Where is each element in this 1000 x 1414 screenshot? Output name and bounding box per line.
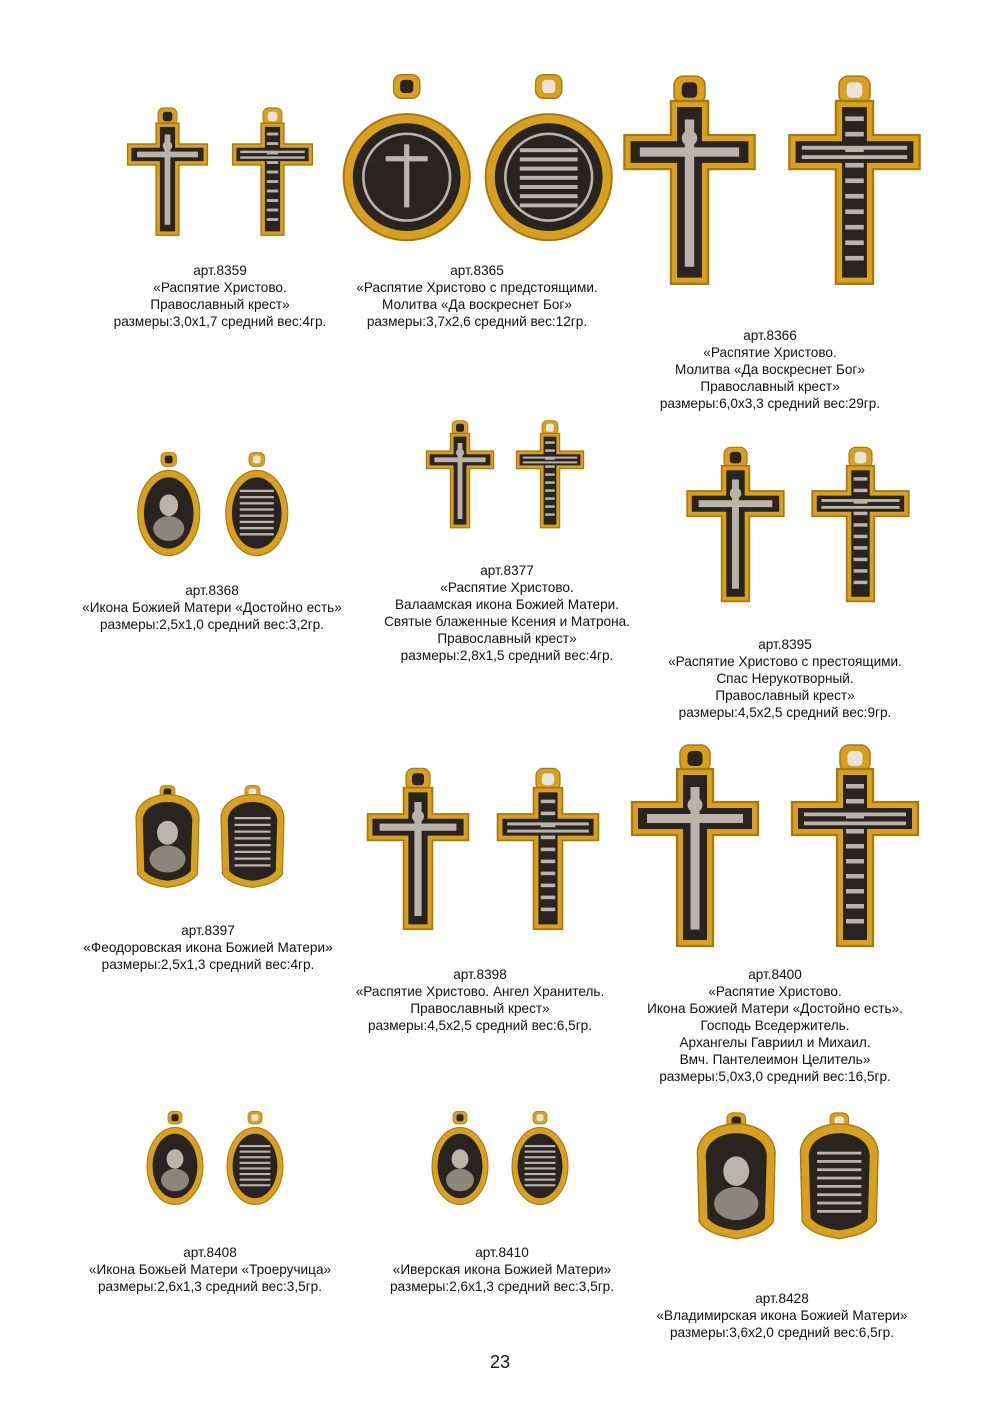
description-line: Православный крест» bbox=[700, 379, 840, 394]
pendant-shield-back bbox=[215, 784, 290, 889]
pendant-oval-front bbox=[425, 1110, 495, 1208]
article-number: арт.8397 bbox=[181, 923, 235, 938]
description-line: Икона Божией Матери «Достойно есть». bbox=[647, 1001, 903, 1016]
page-number: 23 bbox=[489, 1352, 511, 1372]
description-line: Спас Нерукотворный. bbox=[716, 671, 854, 686]
item-8366-caption bbox=[620, 327, 920, 412]
article-number: арт.8408 bbox=[183, 1245, 237, 1260]
article-number: арт.8368 bbox=[185, 583, 239, 598]
item-8408-caption bbox=[60, 1244, 360, 1295]
item-8368-caption bbox=[62, 582, 362, 633]
item-8359-caption bbox=[70, 262, 370, 330]
item-8398-images bbox=[358, 740, 608, 960]
pendant-cross-front bbox=[120, 106, 215, 239]
article-number: арт.8400 bbox=[748, 967, 802, 982]
article-number: арт.8365 bbox=[450, 263, 504, 278]
description-line: Вмч. Пантелеимон Целитель» bbox=[679, 1052, 871, 1067]
size-weight: размеры:3,7х2,6 средний вес:12гр. bbox=[366, 314, 588, 329]
description-line: Архангелы Гавриил и Михаил. bbox=[679, 1035, 871, 1050]
pendant-round-front bbox=[341, 72, 472, 256]
pendant-cross-front bbox=[358, 766, 478, 934]
pendant-shield-back bbox=[793, 1111, 886, 1241]
pendant-cross-back bbox=[780, 742, 930, 952]
size-weight: размеры:2,6х1,3 средний вес:3,5гр. bbox=[98, 1279, 322, 1294]
size-weight: размеры:4,5х2,5 средний вес:6,5гр. bbox=[368, 1018, 592, 1033]
size-weight: размеры:2,5х1,3 средний вес:4гр. bbox=[101, 957, 315, 972]
article-number: арт.8428 bbox=[755, 1291, 809, 1306]
item-8410-caption bbox=[352, 1244, 652, 1295]
item-8377-images bbox=[420, 400, 590, 550]
article-number: арт.8359 bbox=[193, 263, 247, 278]
description-line: «Распятие Христово. bbox=[440, 580, 574, 595]
article-number: арт.8366 bbox=[743, 328, 797, 343]
size-weight: размеры:2,8х1,5 средний вес:4гр. bbox=[400, 648, 614, 663]
description-line: Валаамская икона Божией Матери. bbox=[394, 597, 620, 612]
description-line: «Феодоровская икона Божией Матери» bbox=[83, 940, 333, 955]
pendant-cross-front bbox=[678, 445, 793, 606]
item-8359-images bbox=[120, 88, 320, 256]
pendant-oval-back bbox=[220, 1110, 290, 1208]
item-8365-images bbox=[340, 72, 615, 256]
pendant-shield-front bbox=[690, 1111, 783, 1241]
size-weight: размеры:2,5х1,0 средний вес:3,2гр. bbox=[100, 617, 324, 632]
description-line: «Распятие Христово. Ангел Хранитель. bbox=[355, 984, 605, 999]
description-line: Православный крест» bbox=[437, 631, 577, 646]
item-8400-caption bbox=[625, 966, 925, 1085]
pendant-shield-front bbox=[130, 784, 205, 889]
description-line: «Распятие Христово. bbox=[703, 345, 837, 360]
pendant-cross-back bbox=[510, 419, 590, 531]
description-line: Православный крест» bbox=[150, 297, 290, 312]
size-weight: размеры:2,6х1,3 средний вес:3,5гр. bbox=[390, 1279, 614, 1294]
item-8377-caption bbox=[357, 562, 657, 664]
item-8397-images bbox=[130, 760, 290, 912]
item-8395-caption bbox=[635, 636, 935, 721]
item-8366-images bbox=[612, 40, 932, 322]
pendant-cross-front bbox=[420, 419, 500, 531]
pendant-oval-front bbox=[140, 1110, 210, 1208]
pendant-cross-back bbox=[225, 106, 320, 239]
description-line: «Иверская икона Божией Матери» bbox=[392, 1262, 612, 1277]
description-line: Молитва «Да воскреснет Бог» bbox=[382, 297, 572, 312]
size-weight: размеры:6,0х3,3 средний вес:29гр. bbox=[659, 396, 881, 411]
article-number: арт.8395 bbox=[758, 637, 812, 652]
pendant-cross-back bbox=[488, 766, 608, 934]
description-line: «Икона Божьей Матери «Троеручица» bbox=[88, 1262, 332, 1277]
article-number: арт.8377 bbox=[480, 563, 534, 578]
size-weight: размеры:4,5х2,5 средний вес:9гр. bbox=[678, 705, 892, 720]
description-line: Молитва «Да воскреснет Бог» bbox=[675, 362, 865, 377]
item-8428-caption bbox=[632, 1290, 932, 1341]
item-8408-images bbox=[140, 1084, 290, 1234]
pendant-cross-back bbox=[803, 445, 918, 606]
pendant-cross-front bbox=[612, 73, 767, 290]
size-weight: размеры:5,0х3,0 средний вес:16,5гр. bbox=[659, 1069, 891, 1084]
article-number: арт.8410 bbox=[475, 1245, 529, 1260]
description-line: Православный крест» bbox=[410, 1001, 550, 1016]
description-line: Господь Вседержитель. bbox=[700, 1018, 850, 1033]
description-line: Православный крест» bbox=[715, 688, 855, 703]
item-8400-images bbox=[620, 734, 930, 960]
item-8395-images bbox=[678, 418, 918, 633]
description-line: «Распятие Христово. bbox=[153, 280, 287, 295]
size-weight: размеры:3,0х1,7 средний вес:4гр. bbox=[113, 314, 327, 329]
article-number: арт.8398 bbox=[453, 967, 507, 982]
item-8410-images bbox=[425, 1084, 575, 1234]
description-line: Святые блаженные Ксения и Матрона. bbox=[384, 614, 630, 629]
item-8397-caption bbox=[58, 922, 358, 973]
pendant-round-back bbox=[483, 72, 614, 256]
pendant-oval-back bbox=[218, 451, 296, 560]
item-8428-images bbox=[690, 1096, 885, 1256]
pendant-cross-back bbox=[777, 73, 932, 290]
item-8368-images bbox=[130, 435, 295, 575]
size-weight: размеры:3,6х2,0 средний вес:6,5гр. bbox=[670, 1325, 894, 1340]
description-line: «Распятие Христово с престоящими. bbox=[668, 654, 902, 669]
description-line: «Распятие Христово. bbox=[708, 984, 842, 999]
pendant-cross-front bbox=[620, 742, 770, 952]
item-8398-caption bbox=[330, 966, 630, 1034]
description-line: «Владимирская икона Божией Матери» bbox=[656, 1308, 908, 1323]
pendant-oval-back bbox=[505, 1110, 575, 1208]
description-line: «Икона Божией Матери «Достойно есть» bbox=[82, 600, 342, 615]
pendant-oval-front bbox=[130, 451, 208, 560]
description-line: «Распятие Христово с предстоящими. bbox=[356, 280, 598, 295]
item-8365-caption bbox=[327, 262, 627, 330]
